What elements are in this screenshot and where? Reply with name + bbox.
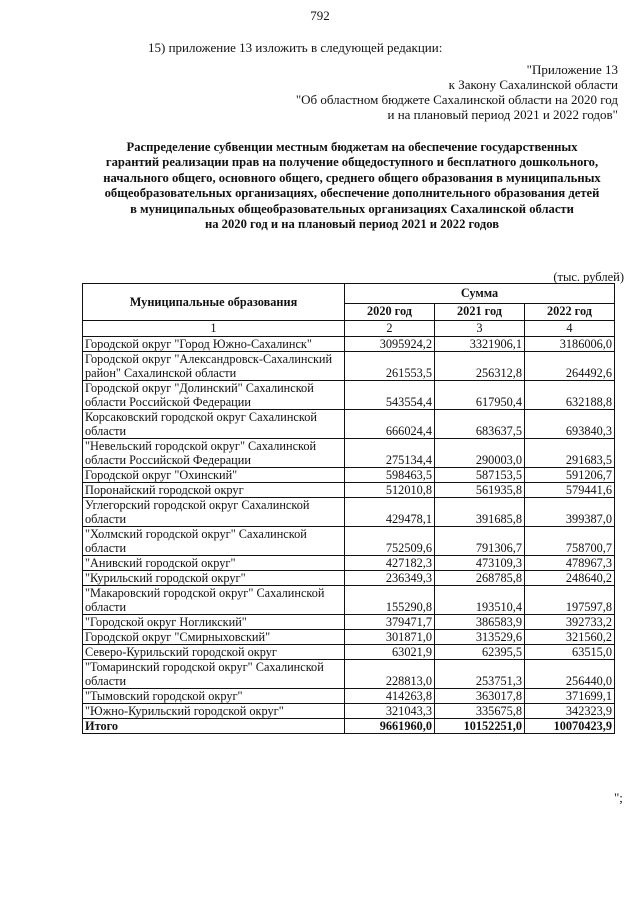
appendix-line: "Приложение 13 <box>526 62 618 77</box>
value-2022: 321560,2 <box>525 630 615 645</box>
value-2022: 591206,7 <box>525 468 615 483</box>
value-2020: 666024,4 <box>345 410 435 439</box>
table-row <box>83 352 615 381</box>
municipality-name: "Тымовский городской округ" <box>83 689 345 704</box>
column-number: 4 <box>525 321 615 337</box>
table-row <box>83 498 615 527</box>
value-2022: 579441,6 <box>525 483 615 498</box>
table-row <box>83 615 615 630</box>
municipality-name: "Южно-Курильский городской округ" <box>83 704 345 719</box>
municipality-name: "Анивский городской округ" <box>83 556 345 571</box>
value-2022: 399387,0 <box>525 498 615 527</box>
column-number: 2 <box>345 321 435 337</box>
value-2020: 379471,7 <box>345 615 435 630</box>
value-2020: 429478,1 <box>345 498 435 527</box>
appendix-line: "Об областном бюджете Сахалинской области на 2020 год <box>295 92 618 107</box>
table-row <box>83 630 615 645</box>
value-2022: 392733,2 <box>525 615 615 630</box>
column-header-sum: Сумма <box>345 284 615 304</box>
value-2021: 335675,8 <box>435 704 525 719</box>
value-2022: 256440,0 <box>525 660 615 689</box>
value-2022: 758700,7 <box>525 527 615 556</box>
value-2021: 363017,8 <box>435 689 525 704</box>
value-2021: 587153,5 <box>435 468 525 483</box>
value-2021: 268785,8 <box>435 571 525 586</box>
value-2021: 253751,3 <box>435 660 525 689</box>
value-2022: 632188,8 <box>525 381 615 410</box>
page-number: 792 <box>310 8 330 23</box>
value-2022: 63515,0 <box>525 645 615 660</box>
value-2021: 256312,8 <box>435 352 525 381</box>
value-2022: 478967,3 <box>525 556 615 571</box>
value-2021: 617950,4 <box>435 381 525 410</box>
municipality-name: Корсаковский городской округ Сахалинской области <box>83 410 345 439</box>
municipality-name: Городской округ "Охинский" <box>83 468 345 483</box>
municipality-name: "Курильский городской округ" <box>83 571 345 586</box>
municipality-name: "Городской округ Ногликский" <box>83 615 345 630</box>
value-2021: 791306,7 <box>435 527 525 556</box>
value-2020: 228813,0 <box>345 660 435 689</box>
value-2021: 290003,0 <box>435 439 525 468</box>
municipality-name: "Невельский городской округ" Сахалинской области Российской Федерации <box>83 439 345 468</box>
value-2020: 236349,3 <box>345 571 435 586</box>
title-line: общеобразовательных организациях, обеспечение дополнительного образования детей <box>104 186 600 201</box>
value-2021: 386583,9 <box>435 615 525 630</box>
value-2020: 275134,4 <box>345 439 435 468</box>
municipality-name: Городской округ "Долинский" Сахалинской области Российской Федерации <box>83 381 345 410</box>
value-2022: 197597,8 <box>525 586 615 615</box>
document-title <box>92 140 612 232</box>
value-2020: 512010,8 <box>345 483 435 498</box>
total-2022: 10070423,9 <box>525 719 615 734</box>
municipality-name: Северо-Курильский городской округ <box>83 645 345 660</box>
column-header-year: 2022 год <box>525 303 615 320</box>
total-2021: 10152251,0 <box>435 719 525 734</box>
municipality-name: "Холмский городской округ" Сахалинской области <box>83 527 345 556</box>
value-2022: 371699,1 <box>525 689 615 704</box>
municipality-name: Городской округ "Александровск-Сахалинский район" Сахалинской области <box>83 352 345 381</box>
value-2021: 193510,4 <box>435 586 525 615</box>
table-row <box>83 337 615 352</box>
unit-note: (тыс. рублей) <box>553 270 624 284</box>
value-2021: 561935,8 <box>435 483 525 498</box>
table-row <box>83 410 615 439</box>
table-row <box>83 483 615 498</box>
table-row <box>83 527 615 556</box>
value-2022: 693840,3 <box>525 410 615 439</box>
value-2020: 427182,3 <box>345 556 435 571</box>
value-2020: 3095924,2 <box>345 337 435 352</box>
municipality-name: "Томаринский городской округ" Сахалинской области <box>83 660 345 689</box>
municipality-name: Городской округ "Смирныховский" <box>83 630 345 645</box>
title-line: в муниципальных общеобразовательных организациях Сахалинской области <box>130 201 574 216</box>
title-line: начального общего, основного общего, среднего общего образования в муниципальных <box>103 170 601 185</box>
table-row <box>83 381 615 410</box>
appendix-heading <box>296 62 618 122</box>
total-2020: 9661960,0 <box>345 719 435 734</box>
table-row <box>83 571 615 586</box>
value-2021: 62395,5 <box>435 645 525 660</box>
value-2020: 321043,3 <box>345 704 435 719</box>
amendment-intro: 15) приложение 13 изложить в следующей редакции: <box>148 40 443 55</box>
total-row <box>83 719 615 734</box>
column-header-municipality: Муниципальные образования <box>83 284 345 321</box>
value-2021: 3321906,1 <box>435 337 525 352</box>
value-2020: 63021,9 <box>345 645 435 660</box>
table-row <box>83 586 615 615</box>
table-row <box>83 704 615 719</box>
value-2022: 264492,6 <box>525 352 615 381</box>
value-2021: 391685,8 <box>435 498 525 527</box>
value-2020: 752509,6 <box>345 527 435 556</box>
table-row <box>83 439 615 468</box>
total-label: Итого <box>83 719 345 734</box>
column-header-year: 2021 год <box>435 303 525 320</box>
table-row <box>83 689 615 704</box>
table-body <box>83 337 615 719</box>
value-2022: 291683,5 <box>525 439 615 468</box>
value-2020: 261553,5 <box>345 352 435 381</box>
value-2020: 155290,8 <box>345 586 435 615</box>
table-row <box>83 660 615 689</box>
value-2020: 598463,5 <box>345 468 435 483</box>
municipality-name: Углегорский городской округ Сахалинской области <box>83 498 345 527</box>
table-row <box>83 556 615 571</box>
title-line: на 2020 год и на плановый период 2021 и 2022 годов <box>204 217 500 232</box>
appendix-line: и на плановый период 2021 и 2022 годов" <box>387 107 618 122</box>
municipality-name: "Макаровский городской округ" Сахалинской области <box>83 586 345 615</box>
column-number: 3 <box>435 321 525 337</box>
value-2022: 342323,9 <box>525 704 615 719</box>
value-2021: 313529,6 <box>435 630 525 645</box>
value-2022: 3186006,0 <box>525 337 615 352</box>
municipality-name: Городской округ "Город Южно-Сахалинск" <box>83 337 345 352</box>
value-2020: 414263,8 <box>345 689 435 704</box>
municipality-name: Поронайский городской округ <box>83 483 345 498</box>
column-number: 1 <box>83 321 345 337</box>
title-line: гарантий реализации прав на получение общедоступного и бесплатного дошкольного, <box>105 155 599 170</box>
value-2021: 473109,3 <box>435 556 525 571</box>
closing-quote: "; <box>614 790 623 805</box>
column-header-year: 2020 год <box>345 303 435 320</box>
value-2020: 543554,4 <box>345 381 435 410</box>
table-row <box>83 645 615 660</box>
table-row <box>83 468 615 483</box>
appendix-line: к Закону Сахалинской области <box>448 77 618 92</box>
value-2020: 301871,0 <box>345 630 435 645</box>
title-line: Распределение субвенции местным бюджетам на обеспечение государственных <box>126 140 578 154</box>
value-2021: 683637,5 <box>435 410 525 439</box>
subvention-table <box>82 283 615 734</box>
value-2022: 248640,2 <box>525 571 615 586</box>
